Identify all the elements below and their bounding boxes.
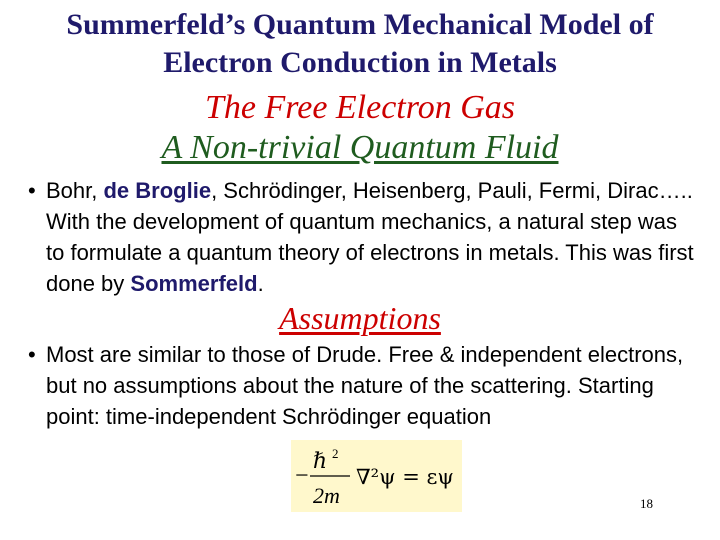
equation-exponent: 2 — [332, 446, 339, 461]
assumptions-text: Assumptions — [279, 300, 441, 336]
bullet-dot-icon: • — [28, 342, 36, 367]
slide-title — [0, 6, 720, 82]
bullet1-part2: , Schrödinger, Heisenberg, Pauli, Fermi, Dirac….. With the development of quantum mechanics, a natural step was to formulate a quantum theory of electrons in metals. This was first done by — [46, 178, 694, 296]
title-line-1: Summerfeld’s Quantum Mechanical Model of — [66, 8, 654, 41]
subtitle-free-electron-gas: The Free Electron Gas — [204, 89, 516, 126]
title-line-2: Electron Conduction in Metals — [163, 46, 557, 79]
equation-sign: − — [295, 463, 309, 489]
section-heading-assumptions — [0, 298, 720, 338]
schrodinger-equation — [291, 440, 462, 512]
bullet-assumptions — [28, 339, 698, 432]
bullet-dot-icon: • — [28, 178, 36, 203]
bullet1-part3: . — [257, 271, 264, 296]
equation-rhs: ∇²ψ = εψ — [356, 465, 454, 489]
subtitle-quantum-fluid — [0, 128, 720, 168]
equation-svg — [291, 440, 462, 512]
bullet-assumptions-text: Most are similar to those of Drude. Free & independent electrons, but no assumptions about the nature of the scattering. Starting point: time-independent Schrödinger equation — [46, 342, 684, 429]
bullet1-part1: Bohr, — [46, 178, 104, 203]
equation-hbar: ℏ — [313, 449, 328, 474]
bullet1-highlight-de-broglie: de Broglie — [103, 178, 212, 203]
equation-denominator: 2m — [313, 483, 340, 508]
bullet-history-text — [28, 175, 698, 299]
bullet-history — [28, 175, 698, 299]
subtitle-quantum-fluid-text: A Non-trivial Quantum Fluid — [161, 129, 559, 166]
bullet1-highlight-sommerfeld: Sommerfeld — [130, 271, 258, 296]
page-number: 18 — [640, 496, 653, 511]
